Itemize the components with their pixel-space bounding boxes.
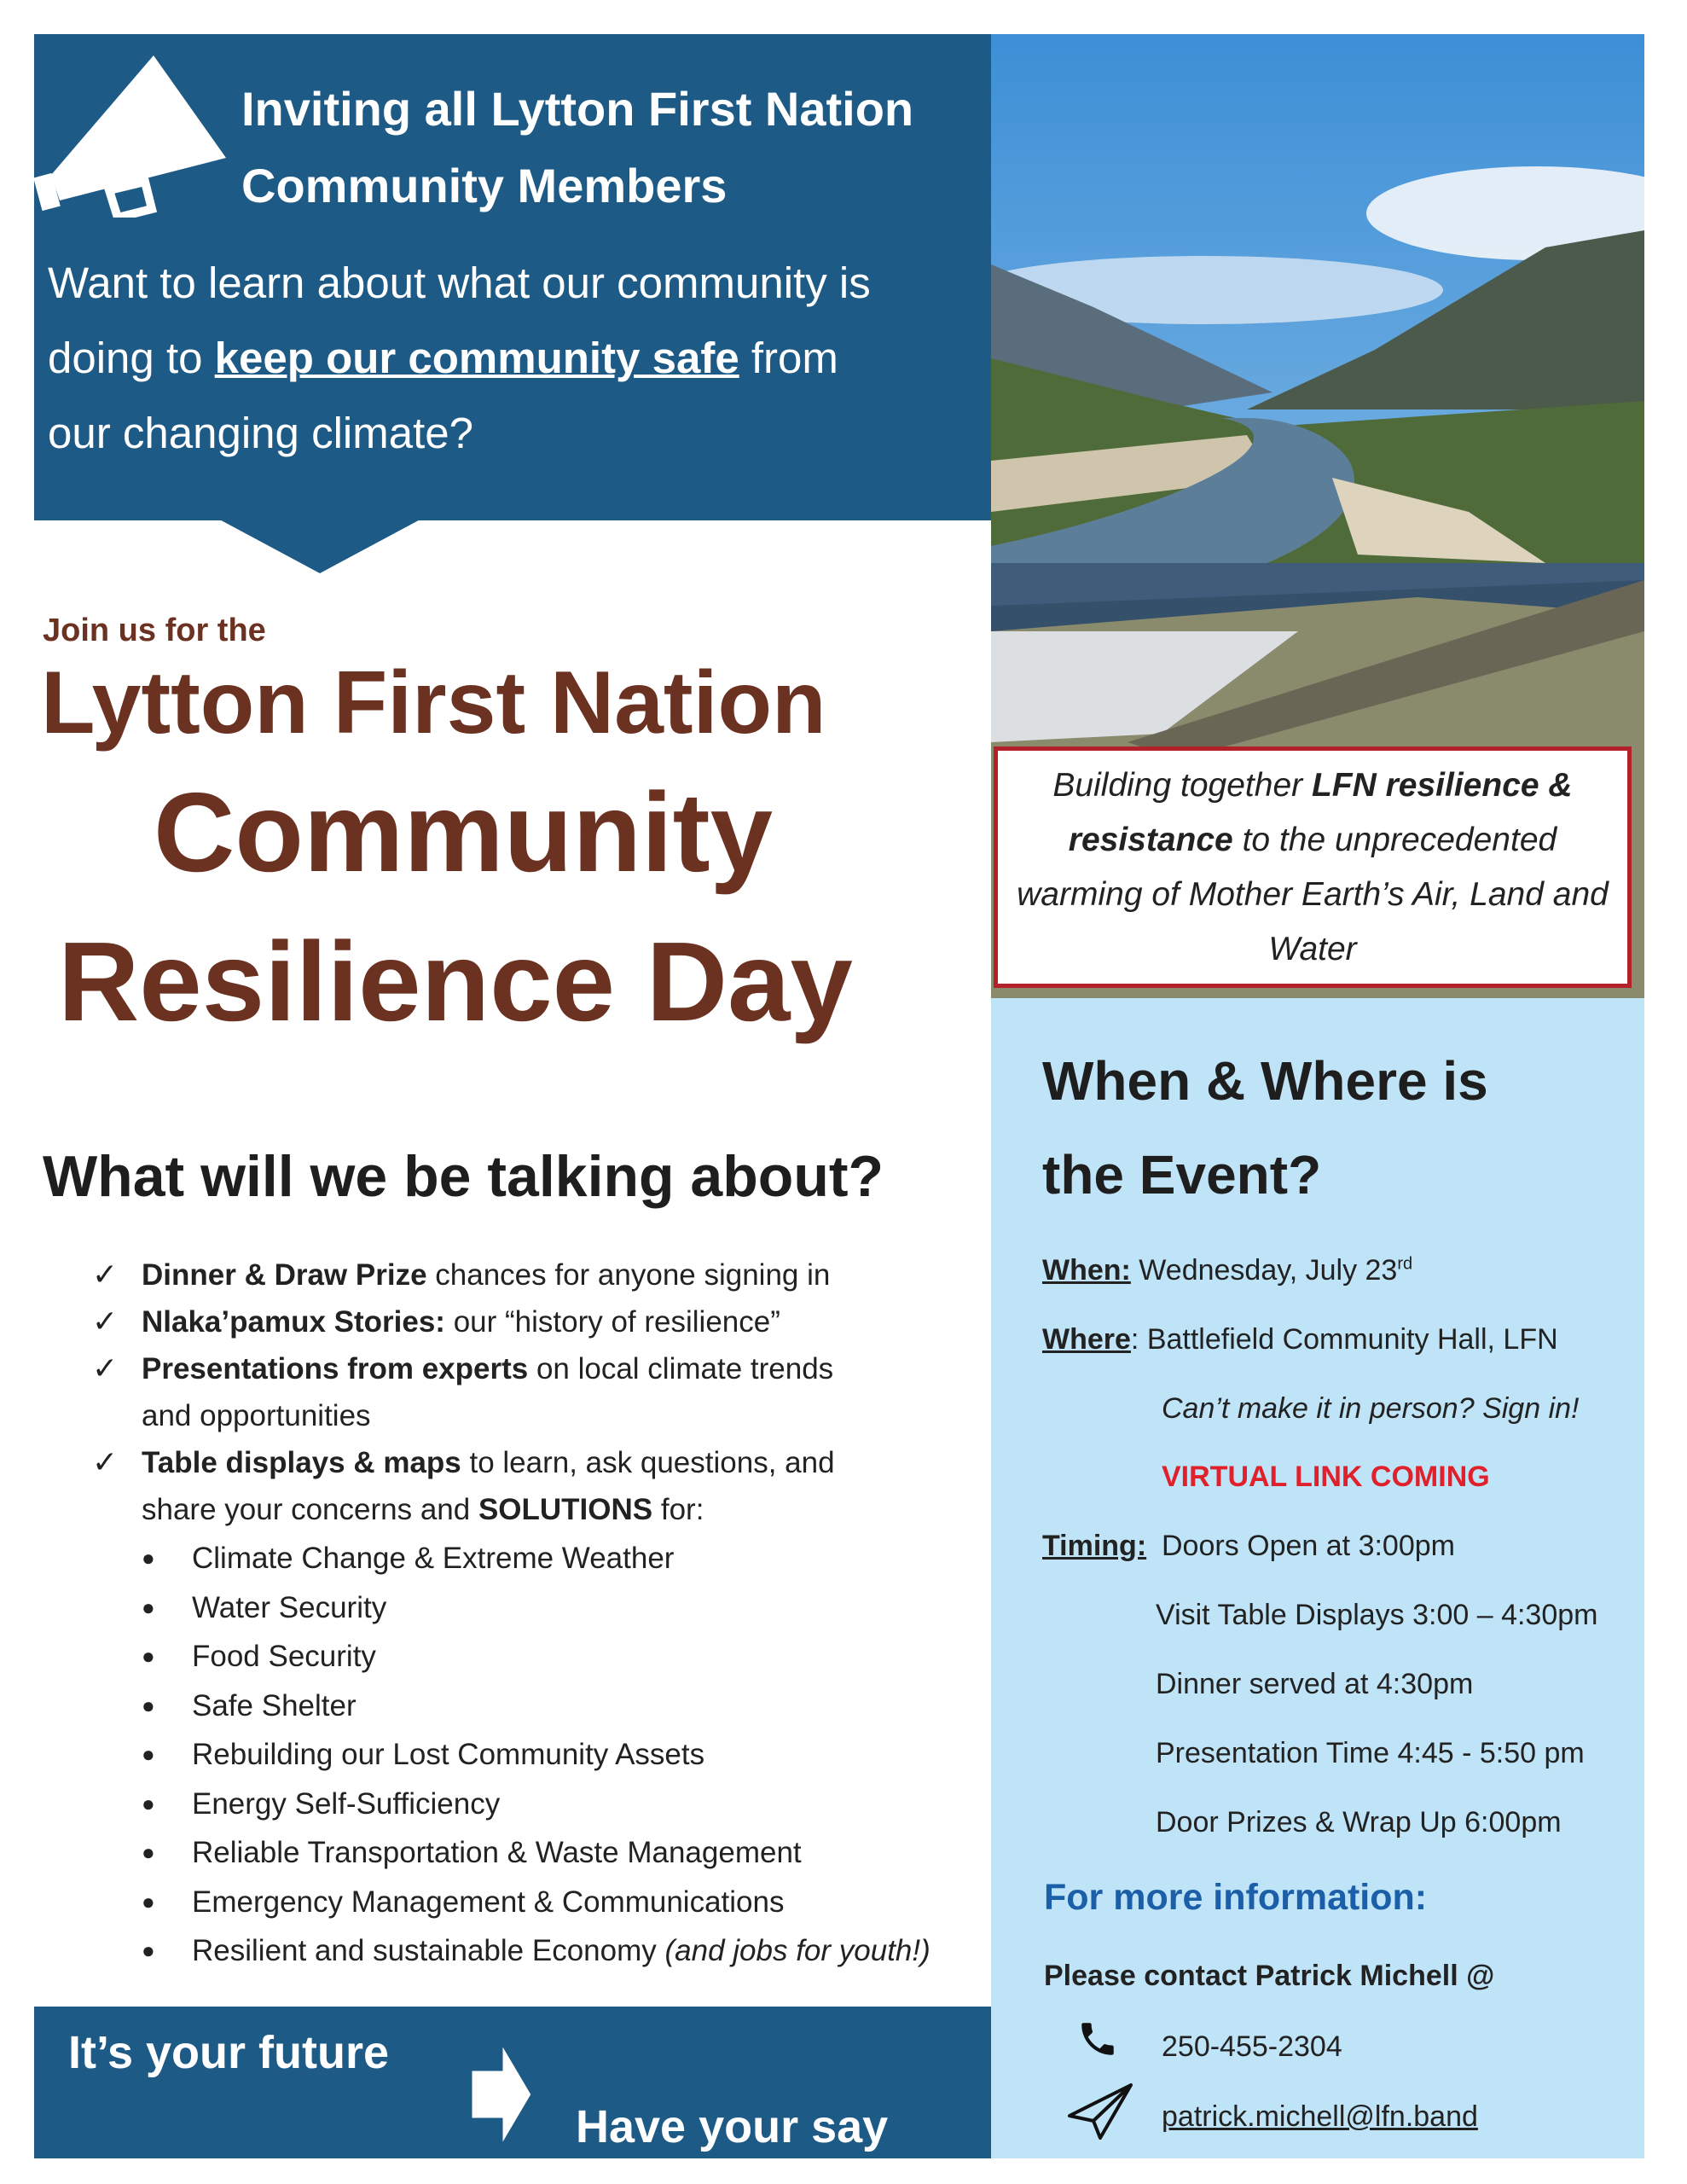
header-title-line1: Inviting all Lytton First Nation <box>241 82 914 136</box>
solution-topic <box>192 1836 802 1870</box>
solution-topic <box>192 1591 386 1625</box>
bullet-icon: ● <box>142 1741 155 1767</box>
checkmark-icon: ✓ <box>92 1444 119 1479</box>
checklist-item-text: our “history of resilience” <box>444 1305 780 1339</box>
callout-bold: LFN resilience & <box>1311 766 1573 804</box>
timing-item: Door Prizes & Wrap Up 6:00pm <box>1156 1806 1562 1838</box>
details-heading-line2: the Event? <box>1042 1144 1322 1205</box>
checklist-item-text: and opportunities <box>142 1399 371 1432</box>
header-question-line3: our changing climate? <box>48 409 473 457</box>
checklist-item-bold: Presentations from experts <box>142 1352 529 1385</box>
checklist-item-bold: Dinner & Draw Prize <box>142 1258 427 1292</box>
event-intro: Join us for the <box>43 613 266 648</box>
callout-text <box>1010 758 1615 977</box>
solution-topic-text: Safe Shelter <box>192 1688 357 1722</box>
virtual-link-notice: VIRTUAL LINK COMING <box>1162 1461 1490 1493</box>
solutions-word: SOLUTIONS <box>478 1493 653 1526</box>
callout-part: Building together <box>1052 766 1312 804</box>
solution-topic-text: Reliable Transportation & Waste Management <box>192 1836 802 1869</box>
when-suffix: rd <box>1397 1254 1413 1274</box>
when-label: When: <box>1042 1254 1131 1287</box>
banner-right-text: Have your say <box>576 2101 889 2152</box>
checklist-item <box>142 1399 371 1433</box>
question-text: doing to <box>48 334 215 382</box>
where-value: : Battlefield Community Hall, LFN <box>1130 1323 1558 1356</box>
bullet-icon: ● <box>142 1545 155 1571</box>
solution-topic-text: Food Security <box>192 1640 376 1673</box>
checklist-item <box>142 1446 835 1480</box>
bullet-icon: ● <box>142 1937 155 1963</box>
solution-topic-text: Rebuilding our Lost Community Assets <box>192 1738 705 1771</box>
callout-bold: resistance <box>1068 821 1233 858</box>
solution-topic-text: Resilient and sustainable Economy <box>192 1934 665 1967</box>
megaphone-icon <box>34 47 230 218</box>
bullet-icon: ● <box>142 1888 155 1914</box>
timing-item: Visit Table Displays 3:00 – 4:30pm <box>1156 1599 1598 1631</box>
where-row <box>1042 1323 1558 1356</box>
checkmark-icon: ✓ <box>92 1350 119 1385</box>
bullet-icon: ● <box>142 1692 155 1718</box>
question-emphasis: keep our community safe <box>214 334 739 382</box>
when-value: Wednesday, July 23 <box>1130 1254 1398 1287</box>
header-title-line2: Community Members <box>241 159 728 212</box>
checklist-item-text: share your concerns and <box>142 1493 478 1526</box>
checkmark-icon: ✓ <box>92 1257 119 1292</box>
paper-plane-icon <box>1066 2082 1134 2141</box>
solution-topic-text: Energy Self-Sufficiency <box>192 1786 501 1821</box>
contact-line: Please contact Patrick Michell @ <box>1044 1960 1495 1992</box>
bullet-icon: ● <box>142 1790 155 1816</box>
checklist-item-text: on local climate trends <box>528 1352 834 1385</box>
checklist-item <box>142 1305 780 1339</box>
timing-label: Timing: <box>1042 1530 1147 1562</box>
checklist-item <box>142 1258 830 1292</box>
solution-topic <box>192 1640 376 1674</box>
solution-topic <box>192 1934 930 1968</box>
event-title-line2: Community <box>154 770 773 895</box>
question-text: from <box>739 334 838 382</box>
checkmark-icon: ✓ <box>92 1304 119 1339</box>
phone-number[interactable]: 250-455-2304 <box>1162 2030 1342 2063</box>
checklist-item-text: chances for anyone signing in <box>426 1258 831 1292</box>
solution-topic-text: Water Security <box>192 1590 387 1624</box>
timing-item: Doors Open at 3:00pm <box>1162 1530 1455 1562</box>
banner-left-text: It’s your future <box>68 2027 390 2078</box>
details-heading-line1: When & Where is <box>1042 1050 1488 1112</box>
resilience-callout-box <box>994 746 1632 988</box>
checklist-item <box>142 1352 833 1386</box>
checklist-item-bold: Table displays & maps <box>142 1446 461 1479</box>
arrow-right-icon <box>467 2039 536 2150</box>
header-question-line2 <box>48 333 838 383</box>
solution-topic <box>192 1787 500 1821</box>
bullet-icon: ● <box>142 1839 155 1865</box>
bullet-icon: ● <box>142 1594 155 1620</box>
email-link[interactable]: patrick.michell@lfn.band <box>1162 2100 1478 2133</box>
solution-topic <box>192 1738 704 1772</box>
more-info-heading: For more information: <box>1044 1877 1428 1918</box>
virtual-note: Can’t make it in person? Sign in! <box>1162 1392 1580 1425</box>
event-title-line3: Resilience Day <box>58 919 853 1044</box>
solution-topic-text: Climate Change & Extreme Weather <box>192 1542 675 1575</box>
solution-topic <box>192 1689 357 1723</box>
when-row <box>1042 1254 1412 1287</box>
solution-topic <box>192 1542 674 1576</box>
topics-heading: What will we be talking about? <box>43 1144 884 1209</box>
timing-item: Dinner served at 4:30pm <box>1156 1668 1474 1700</box>
solution-topic-note: (and jobs for youth!) <box>664 1934 930 1967</box>
checklist-item <box>142 1493 704 1527</box>
solutions-tail: for: <box>652 1493 704 1526</box>
where-label: Where <box>1042 1323 1131 1356</box>
phone-icon <box>1076 2018 1119 2060</box>
timing-item: Presentation Time 4:45 - 5:50 pm <box>1156 1737 1585 1769</box>
event-title-line1: Lytton First Nation <box>41 653 826 752</box>
solution-topic <box>192 1885 784 1920</box>
checklist-item-text: to learn, ask questions, and <box>461 1446 835 1479</box>
bullet-icon: ● <box>142 1643 155 1669</box>
header-question-line1: Want to learn about what our community is <box>48 258 871 307</box>
solution-topic-text: Emergency Management & Communications <box>192 1885 785 1919</box>
callout-part: to the unprecedented warming of Mother Earth’s Air, Land and Water <box>1017 821 1609 967</box>
checklist-item-bold: Nlaka’pamux Stories: <box>142 1305 445 1339</box>
